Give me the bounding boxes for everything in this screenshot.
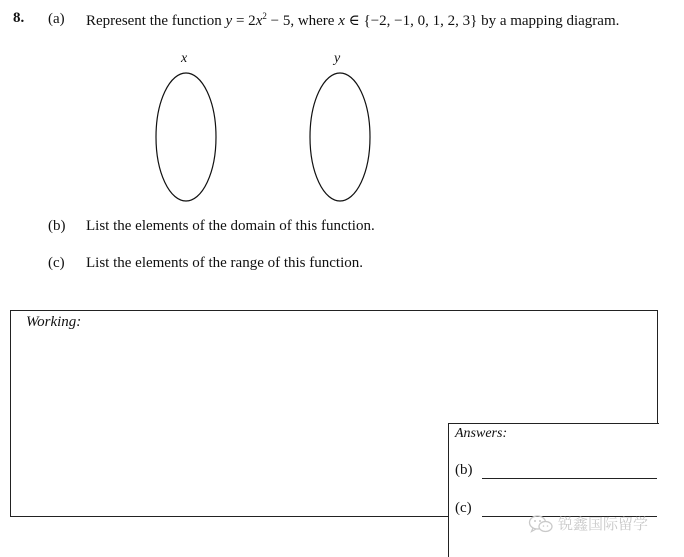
domain-set: ∈ {−2, −1, 0, 1, 2, 3} <box>344 13 478 29</box>
question-number: 8. <box>13 10 25 26</box>
function-lhs: y <box>225 13 233 29</box>
function-var: x <box>255 13 263 29</box>
watermark <box>528 513 648 534</box>
answer-c-label: (c) <box>455 500 472 516</box>
part-a-outro: by a mapping diagram. <box>481 13 620 29</box>
part-a-intro: Represent the function <box>86 13 222 29</box>
part-b-text: List the elements of the domain of this function. <box>86 218 375 234</box>
answer-b-label: (b) <box>455 462 473 478</box>
part-c-label: (c) <box>48 255 65 271</box>
range-ellipse <box>310 73 370 201</box>
part-a-label: (a) <box>48 11 65 27</box>
wechat-icon <box>528 514 554 534</box>
domain-var: x <box>338 13 345 29</box>
watermark-text: 锐鑫国际留学 <box>558 515 649 533</box>
domain-ellipse <box>156 73 216 201</box>
part-b-label: (b) <box>48 218 66 234</box>
answer-b-line[interactable] <box>482 478 657 479</box>
function-exponent: 2 <box>262 11 267 21</box>
part-c-text: List the elements of the range of this function. <box>86 255 364 271</box>
range-set-label: y <box>334 51 341 66</box>
domain-set-label: x <box>181 51 188 66</box>
function-tail: − 5, where <box>266 13 335 29</box>
working-label: Working: <box>26 314 82 330</box>
answers-box <box>448 423 659 557</box>
answers-label: Answers: <box>455 426 508 441</box>
function-eq: = 2 <box>232 13 256 29</box>
